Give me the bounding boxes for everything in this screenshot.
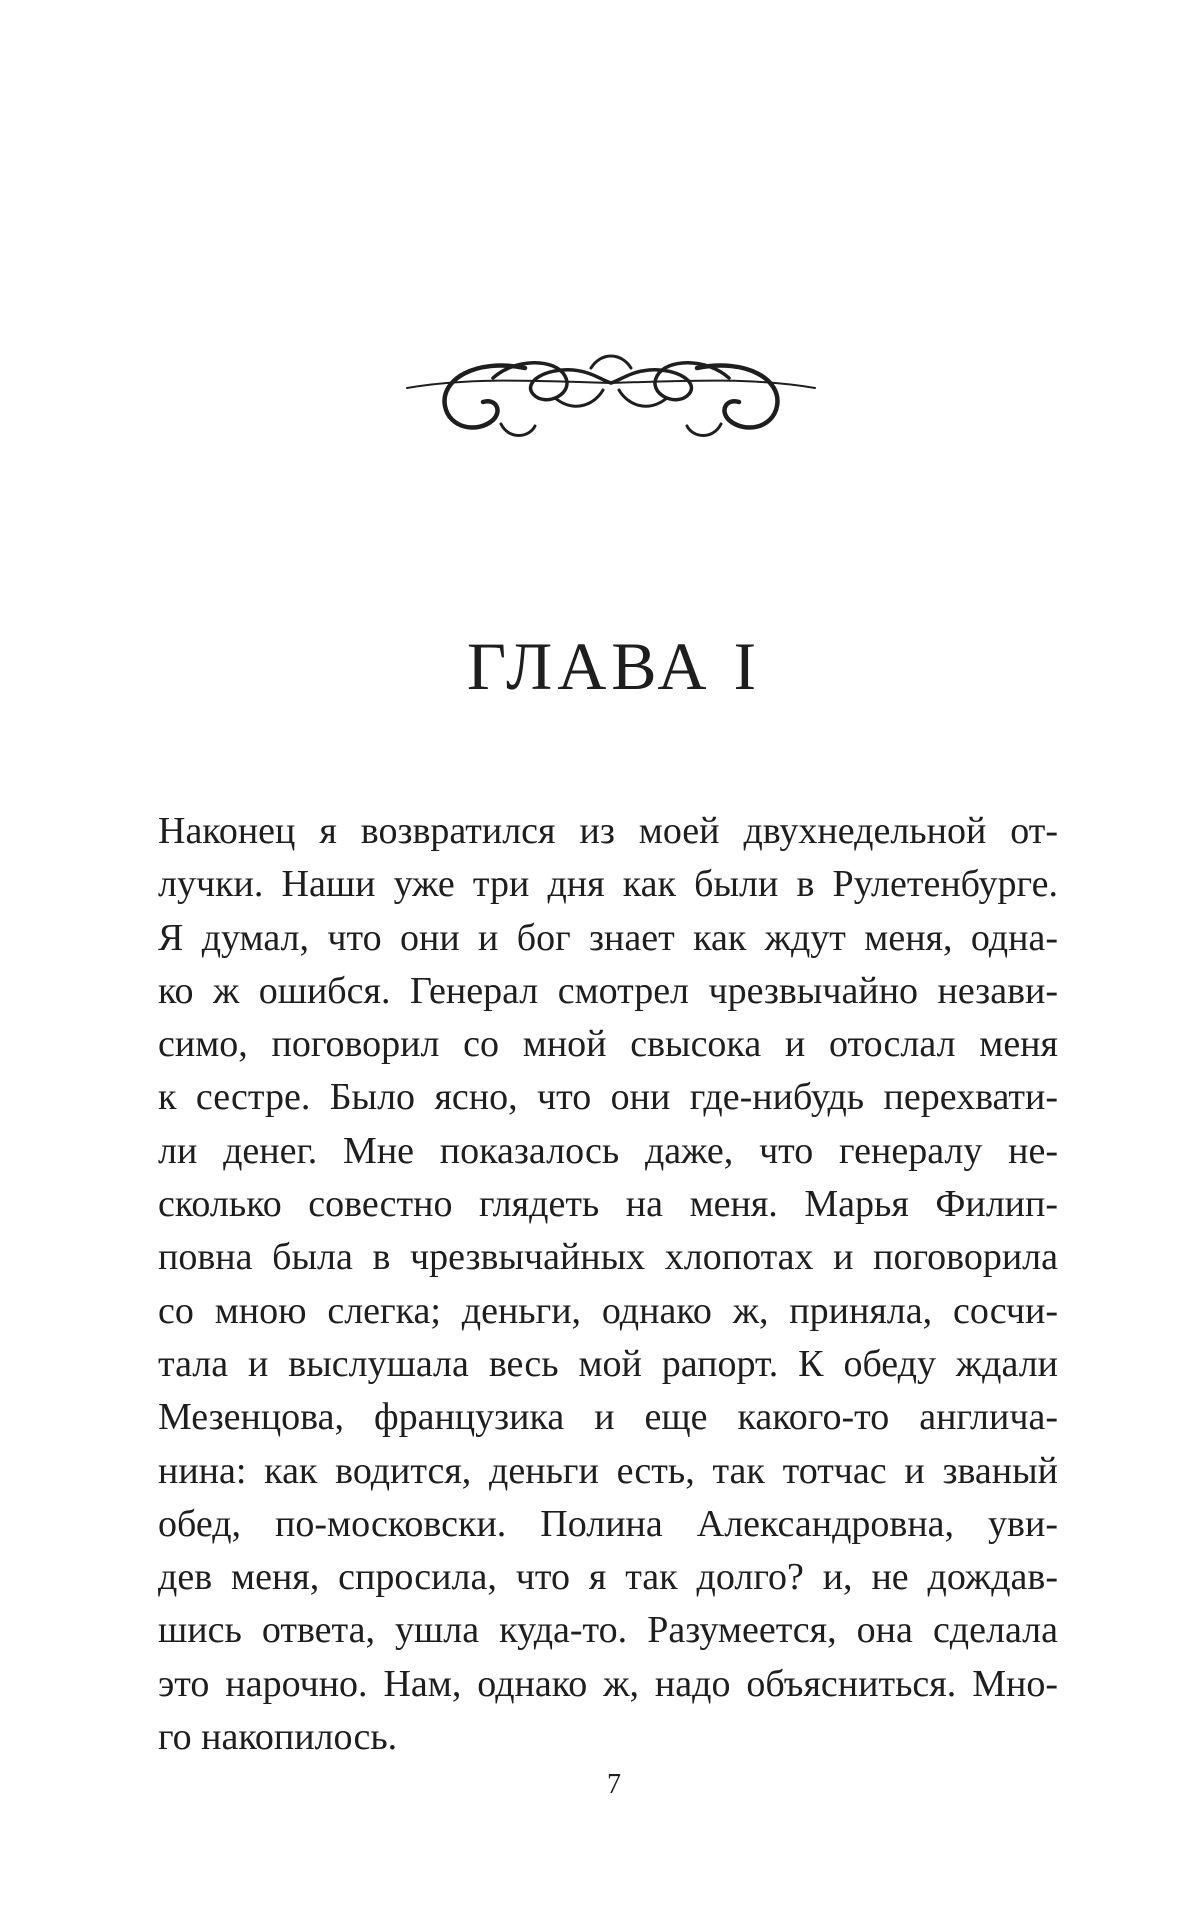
text-line: Я думал, что они и бог знает как ждут меня, одна- — [158, 916, 1058, 959]
page-number: 7 — [607, 1769, 621, 1800]
text-line-last: го накопилось. — [158, 1716, 398, 1759]
text-line: нина: как водится, деньги есть, так тотчас и званый — [158, 1449, 1058, 1492]
text-line: сколько совестно глядеть на меня. Марья Филип- — [158, 1183, 1058, 1226]
text-line: симо, поговорил со мной свысока и отослал меня — [158, 1023, 1058, 1066]
text-line: повна была в чрезвычайных хлопотах и поговорила — [158, 1236, 1058, 1279]
text-line: со мною слегка; деньги, однако ж, приняла, сосчи- — [158, 1289, 1058, 1332]
chapter-body-text — [158, 805, 1058, 1764]
text-line: шись ответа, ушла куда-то. Разумеется, она сделала — [158, 1609, 1058, 1652]
text-line: к сестре. Было ясно, что они где-нибудь перехвати- — [158, 1076, 1058, 1119]
text-line: ли денег. Мне показалось даже, что генералу не- — [158, 1129, 1058, 1172]
text-line: ко ж ошибся. Генерал смотрел чрезвычайно незави- — [158, 969, 1058, 1012]
text-line: дев меня, спросила, что я так долго? и, не дождав- — [158, 1556, 1058, 1599]
text-line: это нарочно. Нам, однако ж, надо объясниться. Мно- — [158, 1662, 1058, 1705]
text-line: Мезенцова, французика и еще какого-то англича- — [158, 1396, 1058, 1439]
text-line: тала и выслушала весь мой рапорт. К обеду ждали — [158, 1342, 1058, 1385]
chapter-title: ГЛАВА I — [466, 627, 762, 704]
text-line: обед, по-московски. Полина Александровна, уви- — [158, 1502, 1058, 1545]
flourish-ornament-icon — [405, 328, 817, 448]
text-line: лучки. Наши уже три дня как были в Рулетенбурге. — [158, 863, 1058, 906]
text-line: Наконец я возвратился из моей двухнедельной от- — [158, 810, 1058, 852]
